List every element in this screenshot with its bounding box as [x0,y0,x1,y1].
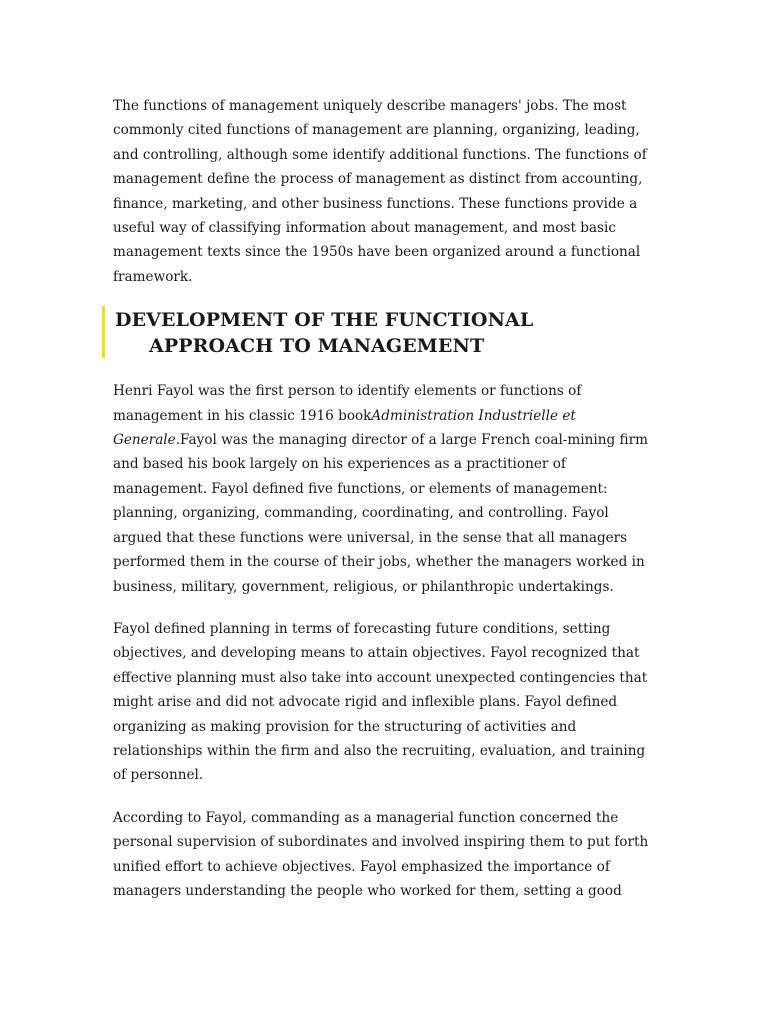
section-heading-line-1: DEVELOPMENT OF THE FUNCTIONAL [115,309,534,332]
heading-accent-bar [102,306,105,358]
fayol-intro-paragraph [113,379,661,599]
intro-paragraph: The functions of management uniquely describe managers' jobs. The most commonly cited functions of management are planning, organizing, leading, and controlling, although some identify additional functions. The functions of management define the process of management as distinct from accounting, finance, marketing, and other business functions. These functions provide a useful way of classifying information about management, and most basic management texts since the 1950s have been organized around a functional framework. [113,98,647,285]
section-heading [113,307,661,359]
planning-organizing-paragraph: Fayol defined planning in terms of forecasting future conditions, setting objectives, and developing means to attain objectives. Fayol recognized that effective planning must also take into account unexpected contingencies that might arise and did not advocate rigid and inflexible plans. Fayol defined organizing as making provision for the structuring of activities and relationships within the firm and also the recruiting, evaluation, and training of personnel. [113,620,648,784]
section-heading-line-2: APPROACH TO MANAGEMENT [149,335,485,358]
document-page [113,94,661,903]
commanding-paragraph: According to Fayol, commanding as a managerial function concerned the personal supervision of subordinates and involved inspiring them to put forth unified effort to achieve objectives. Fayol emphasized the importance of managers understanding the people who worked for them, setting a good [113,809,649,899]
fayol-intro-text-continued: .Fayol was the managing director of a large French coal-mining firm and based his book largely on his experiences as a practitioner of management. Fayol defined five functions, or elements of management: planning, organizing, commanding, coordinating, and controlling. Fayol argued that these functions were universal, in the sense that all managers performed them in the course of their jobs, whether the managers worked in business, military, government, religious, or philanthropic undertakings. [113,432,648,595]
book-title: Administration Industrielle et Generale [113,407,576,449]
fayol-intro-text: Henri Fayol was the first person to identify elements or functions of management in his classic 1916 book [113,383,582,424]
